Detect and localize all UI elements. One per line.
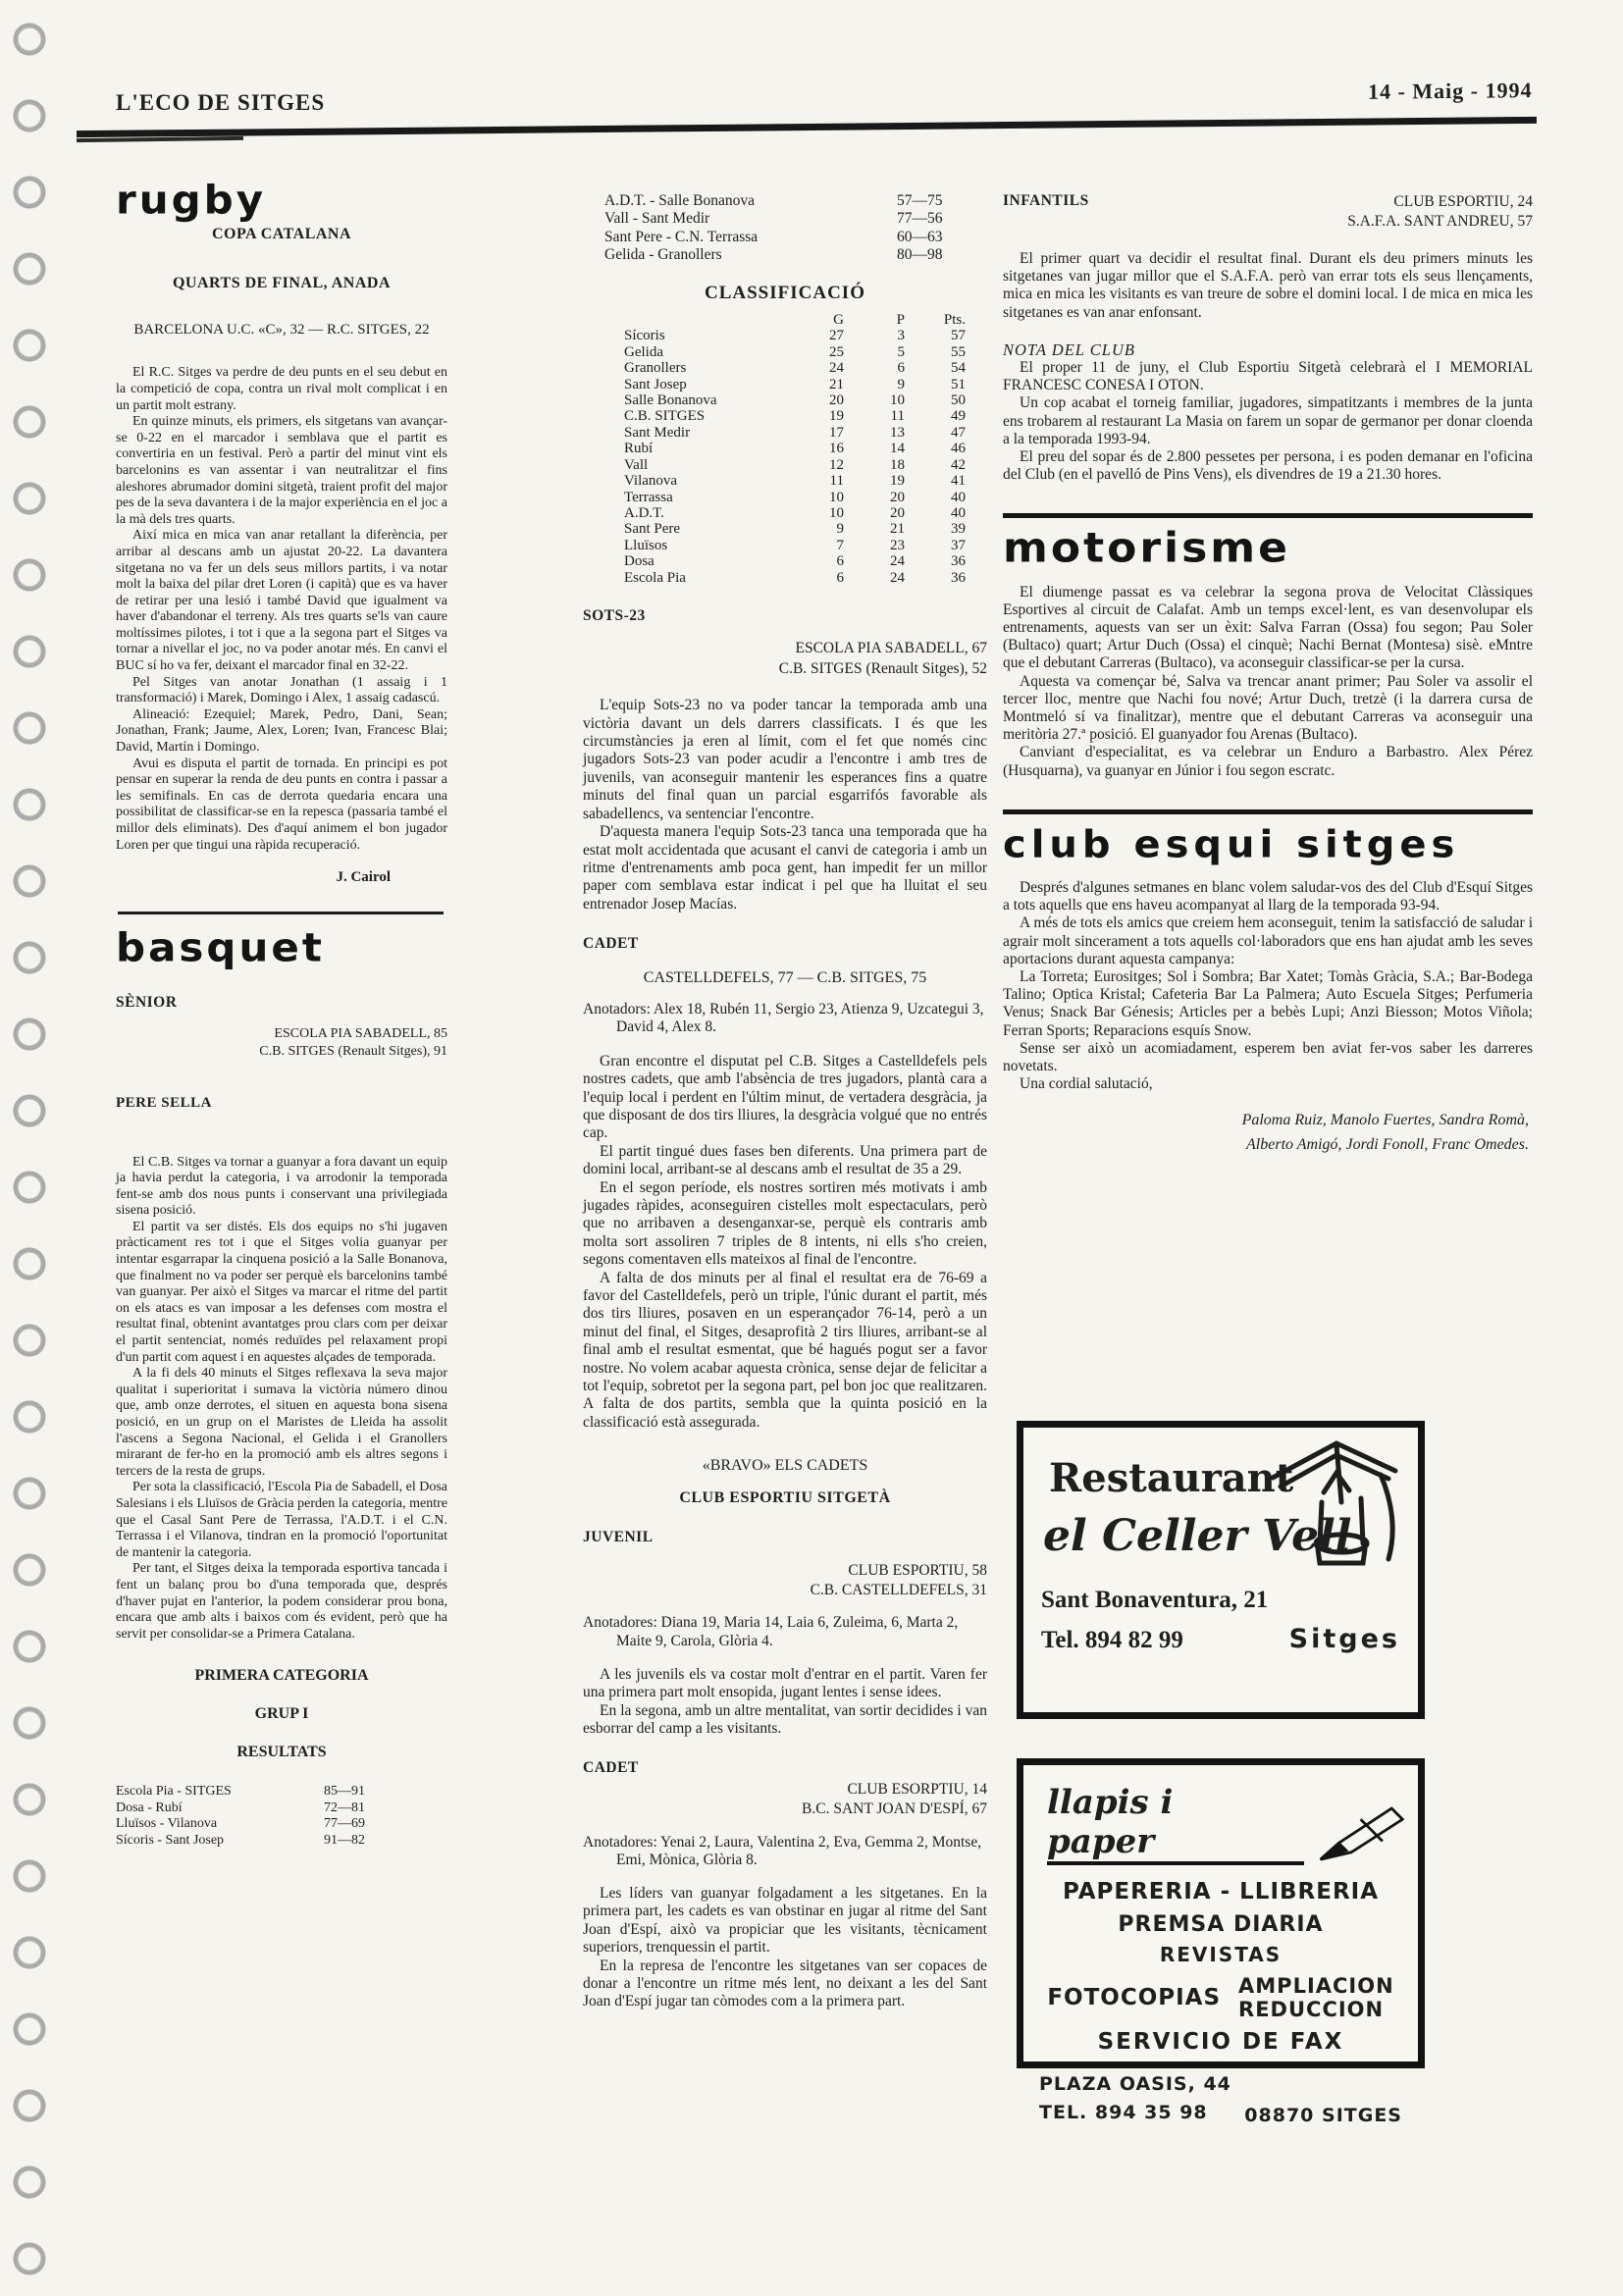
- ad-celler-city: Sitges: [1288, 1624, 1400, 1654]
- basquet-paragraph: Per tant, el Sitges deixa la temporada esportiva tancada i fent un balanç prou bo d'una temporada que, després d'haver pujat en l'anterior, la podem considerar prou bona, encara que amb alts i baixos com és evident, però que ha servit per consolidar-se a Primera Catalana.: [116, 1561, 447, 1642]
- ad-llapis-foto-row: [1023, 1974, 1418, 2021]
- juvenil-score-line1: CLUB ESPORTIU, 58: [848, 1561, 987, 1579]
- rugby-competition: COPA CATALANA: [211, 225, 352, 242]
- col-header-p: P: [896, 312, 905, 329]
- section-divider: [1003, 809, 1533, 814]
- ad-llapis-bottom-row: [1039, 2070, 1402, 2126]
- esqui-paragraph: Sense ser això un acomiadament, esperem ben aviat fer-vos saber les darreres novetats.: [1003, 1039, 1533, 1075]
- classificacio-row: Vilanova 11 19 41: [624, 473, 966, 490]
- basquet-paragraph: El partit va ser distés. Els dos equips no s'hi jugaven pràcticament res tot i que el Sitges volia guanyar per intentar esgarrapar la cinquena posició a la Salle Bonanova, que finalment no va poder ser perquè els barcelonins també van guanyar. Per això el Sitges va marcar el ritme del partit on els atacs es van imposar a les defenses com mostra el resultat final, obtenint avantatges prou clars com per deixar el partit sentenciat, només reduïdes pel relaxament propi d'un partit com aquest i en aquestes alçades de temporada.: [116, 1219, 447, 1365]
- cadet-paragraph: En el segon període, els nostres sortiren més motivats i amb jugades ràpides, aconseguiren cistelles molt espectaculars, però que no arribaven a desenganxar-se, perquè els contraris amb molta sort assoliren 7 triples de 8 intents, ni ells s'ho creien, segons comentaven ells mateixos al final de l'encontre.: [583, 1178, 987, 1269]
- classificacio-header: [624, 312, 987, 328]
- ad-llapis-ampliacion-reduccion: [1238, 1974, 1394, 2021]
- juvenil-score-line2: C.B. CASTELLDEFELS, 31: [810, 1581, 987, 1598]
- classificacio-row: Sícoris 27 3 57: [624, 328, 966, 344]
- sots23-score-line2: C.B. SITGES (Renault Sitges), 52: [778, 659, 987, 677]
- motorisme-paragraph: El diumenge passat es va celebrar la segona prova de Velocitat Clàssiques Esportives al circuit de Calafat. Amb un temps excel·lent, es van desenvolupar els entrenaments, aquests van ser un èxit: Salva Farran (Ossa) fou segon; Pau Soler (Bultaco) quart; Artur Duch (Ossa) el cinquè; Nachi Bernat (Montesa) sisè. eMntre que el debutant Carreras (Bultaco), va aconseguir classificar-se per la cursa.: [1003, 583, 1533, 672]
- senior-score-line1: ESCOLA PIA SABADELL, 85: [274, 1025, 447, 1041]
- esqui-signatures: [1003, 1109, 1533, 1158]
- rugby-paragraph: El R.C. Sitges va perdre de deu punts en el seu debut en la competició de copa, contra un rival molt complicat i en un partit molt estrany.: [116, 365, 447, 413]
- rugby-paragraph: Pel Sitges van anotar Jonathan (1 assaig i 1 transformació) i Marek, Domingo i Alex, 1 assaig cadascú.: [116, 674, 447, 706]
- result-score: 60—63: [897, 228, 943, 245]
- cadet-scoreline: CASTELLDEFELS, 77 — C.B. SITGES, 75: [643, 968, 927, 986]
- cadet2-paragraph: Les líders van guanyar folgadament a les sitgetanes. En la primera part, les cadets es van obstinar en jugar al ritme del Sant Joan d'Espí, això va propiciar que les visitants, tècnicament superiors, trenquessin el partit.: [583, 1884, 987, 1957]
- ad-llapis-line-premsa: PREMSA DIARIA: [1118, 1912, 1324, 1937]
- rugby-paragraph: En quinze minuts, els primers, els sitgetans van avançar-se 0-22 en el marcador i semblava que el partit es convertiria en un festival. Però a partir del minut vint els barcelonins es van assentar i van neutralitzar el fins aleshores abrumador domini sitgetà, traient profit del major pes de la seva davantera i de la major experiència en el joc a la mà dels tres quarts.: [116, 414, 447, 527]
- restaurant-celler-vell-ad: [1017, 1421, 1425, 1719]
- rugby-paragraph: Avui es disputa el partit de tornada. En principi es pot pensar en superar la renda de deu punts en contra i passar a les semifinals. En cas de derrota quedaria encara una possibilitat de classificar-se en la repesca (passaria també el millor dels eliminats). Des d'aquí animem el bon jugador Loren per que tingui una ràpida recuperació.: [116, 756, 447, 853]
- esqui-signature-line2: Alberto Amigó, Jordi Fonoll, Franc Omedes.: [1246, 1136, 1529, 1154]
- ad-restaurant-word: Restaurant: [1049, 1455, 1294, 1501]
- classificacio-row: Granollers 24 6 54: [624, 360, 966, 377]
- ad-llapis-ampliacion: AMPLIACION: [1238, 1974, 1394, 1998]
- esqui-sponsors: La Torreta; Eurositges; Sol i Sombra; Bar Xatet; Tomàs Gràcia, S.A.; Bar-Bodega Talino; Optica Kristal; Cafeteria Bar La Palmera; Auto Escuela Sitges; Perfumeria Venus; Snack Bar Génesis; Articles per a bebès Lupi; Anzi Biesson; Motos Viñola; Ferran Sports; Reparacions esquís Snow.: [1003, 968, 1533, 1039]
- primera-categoria-title: PRIMERA CATEGORIA: [194, 1667, 369, 1685]
- basquet-author: PERE SELLA: [116, 1094, 212, 1111]
- rugby-scoreline: BARCELONA U.C. «C», 32 — R.C. SITGES, 22: [133, 321, 430, 338]
- basquet-paragraph: Per sota la classificació, l'Escola Pia de Sabadell, el Dosa Salesians i els Lluïsos de Gràcia perden la categoria, mentre que el Casal Sant Pere de Terrassa, l'A.D.T. i el C.N. Terrassa i el Vilanova, tindran en la promoció l'oportunitat de mantenir la categoria.: [116, 1480, 447, 1560]
- nota-paragraph: El proper 11 de juny, el Club Esportiu Sitgetà celebrarà el I MEMORIAL FRANCESC CONESA I OTON.: [1003, 358, 1533, 394]
- classificacio-row: Salle Bonanova 20 10 50: [624, 392, 966, 409]
- juvenil-anotadores: Anotadores: Diana 19, Maria 14, Laia 6, Zuleima, 6, Marta 2, Maite 9, Carola, Glòria 4.: [583, 1614, 959, 1649]
- result-match: Sícoris - Sant Josep: [116, 1832, 225, 1848]
- result-score: 77—69: [324, 1816, 365, 1832]
- juvenil-paragraph: En la segona, amb un altre mentalitat, van sortir decidides i van esborrar del camp a les visitants.: [583, 1701, 987, 1737]
- ad-llapis-phone: TEL. 894 35 98: [1039, 2101, 1208, 2123]
- result-row: [116, 1833, 447, 1850]
- result-row: [116, 1784, 447, 1800]
- ad-llapis-city: 08870 SITGES: [1244, 2105, 1402, 2127]
- infantils-label: INFANTILS: [1003, 192, 1089, 209]
- basquet-paragraph: El C.B. Sitges va tornar a guanyar a fora davant un equip ja havia perdut la categoria, i va arrodonir la temporada fent-se amb dos nous punts i conservant una privilegiada sisena posició.: [116, 1154, 447, 1219]
- nota-del-club-label: NOTA DEL CLUB: [1003, 339, 1135, 359]
- classificacio-row: C.B. SITGES 19 11 49: [624, 408, 966, 425]
- cadet-paragraph: A falta de dos minuts per al final el resultat era de 76-69 a favor del Castelldefels, però un triple, l'únic durant el partit, més dos tirs lliures, posaven en un esperançador 76-14, però a un minut del final, el Sitges, desaprofità 2 tirs lliures, arribant-se al final amb el resultat esmentat, que bé hagués pogut ser a favor nostre. No volem acabar aquesta crònica, sense dejar de felicitar a tot l'equip, sobretot per la segona part, pel bon joc que realitzaren. A falta de dos partits, sembla que la quinta posició en la classificació està assegurada.: [583, 1269, 987, 1431]
- basquet-paragraph: A la fi dels 40 minuts el Sitges reflexava la seva major qualitat i superioritat i sumava la victòria número dinou que, amb onze derrotes, el situen en aquesta bona sisena posició, en un grup on el Maristes de Lleida ha assolit l'ascens a Segona Nacional, el Gelida i el Granollers mirarant de fer-ho en la promoció amb els altres segons i tercers de la resta de grups.: [116, 1366, 447, 1479]
- result-row: [116, 1800, 447, 1817]
- sots23-score: [583, 639, 987, 679]
- result-match: A.D.T. - Salle Bonanova: [604, 192, 755, 209]
- cadet2-score-line1: CLUB ESORPTIU, 14: [847, 1780, 987, 1798]
- result-row: [604, 246, 987, 264]
- rugby-paragraph: Alineació: Ezequiel; Marek, Pedro, Dani, Sean; Jonathan, Frank; Jaume, Alex, Loren; Ivan, Francesc Blai; David, Martín i Domingo.: [116, 706, 447, 756]
- esqui-paragraph: Després d'algunes setmanes en blanc volem saludar-vos des del Club d'Esquí Sitges a tots aquells que ens haveu acompanyat al llarg de la temporada 93-94.: [1003, 878, 1533, 914]
- cadet-anotadors: Anotadors: Alex 18, Rubén 11, Sergio 23, Atienza 9, Uzcategui 3, David 4, Alex 8.: [583, 1000, 984, 1036]
- llapis-i-paper-ad: [1017, 1758, 1425, 2127]
- result-row: [116, 1816, 447, 1833]
- result-match: Gelida - Granollers: [604, 246, 722, 264]
- infantils-score-line2: S.A.F.A. SANT ANDREU, 57: [1347, 213, 1533, 231]
- result-match: Dosa - Rubí: [116, 1800, 183, 1815]
- cadet2-anotadores: Anotadores: Yenai 2, Laura, Valentina 2, Eva, Gemma 2, Montse, Emi, Mònica, Glòria 8.: [583, 1833, 982, 1869]
- col-header-pts: Pts.: [943, 312, 966, 329]
- classificacio-row: Escola Pia 6 24 36: [624, 569, 966, 586]
- cadet-paragraph: El partit tingué dues fases ben diferents. Una primera part de domini local, arribant-se al descans amb el resultat de 35 a 29.: [583, 1142, 987, 1178]
- sots23-paragraph: D'aquesta manera l'equip Sots-23 tanca una temporada que ha estat molt accidentada que acusant el canvi de categoria i amb un ritme d'entrenaments amb poca gent, han impedit fer un millor paper com semblava estar indicat i pel que ha lluitat el seu entrenador Josep Macías.: [583, 823, 987, 913]
- basquet-section-title: basquet: [116, 923, 325, 970]
- classificacio-row: Gelida 25 5 55: [624, 343, 966, 360]
- rugby-section-title: rugby: [116, 177, 267, 224]
- sots23-score-line1: ESCOLA PIA SABADELL, 67: [795, 640, 987, 657]
- ad-llapis-address: PLAZA OASIS, 44: [1039, 2073, 1231, 2096]
- result-score: 77—56: [897, 210, 943, 228]
- esqui-section-title: club esqui sitges: [1003, 822, 1460, 866]
- ad-celler-phone: Tel. 894 82 99: [1041, 1627, 1183, 1653]
- ad-llapis-address-phone: [1039, 2070, 1231, 2126]
- cadet2-score-line2: B.C. SANT JOAN D'ESPÍ, 67: [802, 1800, 987, 1818]
- classificacio-row: Sant Josep 21 9 51: [624, 376, 966, 392]
- grup-title: GRUP I: [254, 1704, 309, 1722]
- classificacio-row: Lluïsos 7 23 37: [624, 537, 966, 553]
- infantils-score: [1347, 192, 1533, 233]
- classificacio-table: [583, 312, 987, 586]
- senior-label: SÈNIOR: [116, 994, 178, 1012]
- rugby-round: QUARTS DE FINAL, ANADA: [172, 275, 391, 292]
- ad-llapis-fax: SERVICIO DE FAX: [1097, 2029, 1344, 2056]
- resultats-title: RESULTATS: [236, 1743, 327, 1760]
- result-row: [604, 229, 987, 246]
- masthead-rule: [77, 117, 1537, 137]
- column-right: [1003, 192, 1533, 1158]
- esqui-paragraph: Una cordial salutació,: [1020, 1075, 1153, 1093]
- section-divider: [118, 912, 444, 914]
- cadet-label: CADET: [583, 935, 639, 953]
- juvenil-label: JUVENIL: [583, 1529, 654, 1546]
- pencil-icon: [1304, 1804, 1404, 1865]
- well-illustration: [1263, 1434, 1410, 1591]
- sots23-paragraph: L'equip Sots-23 no va poder tancar la temporada amb una victòria davant un dels darrers classificats. I és que les circumstàncies ja eren al límit, com el fet que només cinc jugadors Sots-23 van poder acudir a l'encontre i amb tres de juvenils, van aconseguir mantenir les esperances fins a quatre minuts del final quan un parcial esgarrifós favorable als sabadellencs, va sentenciar l'encontre.: [583, 697, 987, 822]
- bravo-line: «BRAVO» ELS CADETS: [702, 1457, 868, 1475]
- nota-paragraph: Un cop acabat el torneig familiar, jugadores, simpatitzants i membres de la junta ens trobarem al restaurant La Masia on farem un sopar de germanor per donar cloenda a la temporada 1993-94.: [1003, 394, 1533, 447]
- result-match: Escola Pia - SITGES: [116, 1784, 232, 1800]
- cadet2-paragraph: En la represa de l'encontre les sitgetanes van ser copaces de donar a l'encontre un ritme més lent, no deixant a les del Sant Joan d'Espí jugar tan còmodes com a la primera part.: [583, 1957, 987, 2010]
- classificacio-row: Sant Pere 9 21 39: [624, 521, 966, 538]
- column-middle: [583, 192, 987, 2011]
- senior-score: [116, 1025, 447, 1062]
- resultats-list: [116, 1784, 447, 1849]
- nota-paragraph: El preu del sopar és de 2.800 pessetes per persona, i es poden demanar en l'oficina del Club (en el pavelló de Pins Vens), els divendres de 19 a 21.30 hores.: [1003, 447, 1533, 484]
- result-match: Sant Pere - C.N. Terrassa: [604, 228, 759, 245]
- result-row: [604, 192, 987, 210]
- result-score: 72—81: [324, 1800, 365, 1815]
- masthead: L'ECO DE SITGES: [116, 90, 326, 115]
- rugby-paragraph: Així mica en mica van anar retallant la diferència, per arribar al descans amb un ajustat 20-22. La davantera sitgetana no va fer un dels seus millors partits, i va notar molt la baixa del pilar dret Loren (i capità) que es va haver de retirar per una lesió i també David que igualment va haver d'abandonar el terreny. Als tres quarts se'ls van caure moltíssimes pilotes, i tot i que a la segona part el Sitges va tornar a nivellar el joc, no va poder anotar més. En canvi el BUC sí ho va fer, deixant el marcador final en 32-22.: [116, 528, 447, 674]
- result-match: Lluïsos - Vilanova: [116, 1816, 218, 1832]
- col-header-g: G: [833, 312, 844, 329]
- page-date: 14 - Maig - 1994: [1368, 78, 1534, 104]
- section-divider: [1003, 513, 1533, 518]
- juvenil-score: [583, 1561, 987, 1601]
- motorisme-section-title: motorisme: [1003, 524, 1290, 573]
- esqui-signature-line1: Paloma Ruiz, Manolo Fuertes, Sandra Romà,: [1241, 1112, 1529, 1129]
- classificacio-row: A.D.T. 10 20 40: [624, 504, 966, 521]
- infantils-header: [1003, 192, 1533, 233]
- result-row: [604, 210, 987, 228]
- ad-llapis-line-revistas: REVISTAS: [1159, 1943, 1283, 1966]
- classificacio-row: Sant Medir 17 13 47: [624, 424, 966, 441]
- cadet-paragraph: Gran encontre el disputat pel C.B. Sitges a Castelldefels pels nostres cadets, que amb l'absència de tres jugadors, plantà cara a l'equip local i perdent en l'últim minut, de vertadera desgràcia, ja que disposant de dos tirs lliures, la desgràcia volgué que no entrés cap.: [583, 1052, 987, 1142]
- rugby-author-signature: J. Cairol: [336, 869, 391, 886]
- classificacio-row: Dosa 6 24 36: [624, 553, 966, 570]
- result-score: 91—82: [324, 1832, 365, 1848]
- ad-llapis-fotocopias: FOTOCOPIAS: [1047, 1985, 1222, 2011]
- ad-celler-address: Sant Bonaventura, 21: [1041, 1587, 1269, 1613]
- esqui-paragraph: A més de tots els amics que creiem hem aconseguit, tenim la satisfacció de saludar i agrair molt sincerament a tots aquells col·laboradors que ens han ajudat amb les seves aportacions durant aquesta campanya:: [1003, 914, 1533, 967]
- classificacio-row: Rubí 16 14 46: [624, 441, 966, 457]
- motorisme-paragraph: Canviant d'especialitat, es va celebrar un Enduro a Barbastro. Alex Pérez (Husquarna), va guanyar en Júnior i fou segon escratc.: [1003, 744, 1533, 779]
- result-match: Vall - Sant Medir: [604, 210, 710, 228]
- motorisme-paragraph: Aquesta va començar bé, Salva va trencar anant primer; Pau Soler va assolir el tercer lloc, mentre que Nachi fou nové; Artur Duch, tretzè (i la darrera cursa de Montmeló sí va finalitzar), mentre que el debutant Carreras va aconseguir una meritòria 27.ª posició. El guanyador fou Arenas (Bultaco).: [1003, 672, 1533, 744]
- column-left: [116, 177, 447, 1849]
- classificacio-row: Vall 12 18 42: [624, 456, 966, 473]
- juvenil-paragraph: A les juvenils els va costar molt d'entrar en el partit. Varen fer una primera part molt ensopida, jugant lentes i sense idees.: [583, 1665, 987, 1701]
- result-score: 57—75: [897, 192, 943, 209]
- infantils-paragraph: El primer quart va decidir el resultat final. Durant els deu primers minuts les sitgetanes van jugar millor que el S.A.F.A. però van errar tots els seus llençaments, mica en mica les visitants es van treure de sobre el domini local. I de mica en mica les sitgetanes es van anar enfonsant.: [1003, 249, 1533, 321]
- ad-llapis-reduccion: REDUCCION: [1238, 1998, 1385, 2022]
- club-esportiu-line: CLUB ESPORTIU SITGETÀ: [679, 1488, 891, 1506]
- cadet2-label: CADET: [583, 1759, 639, 1777]
- jornada-results: [583, 192, 987, 265]
- ad-celler-bottom-row: [1041, 1624, 1400, 1654]
- sots23-label: SOTS-23: [583, 606, 646, 624]
- result-score: 85—91: [324, 1784, 365, 1800]
- ad-llapis-header: [1047, 1783, 1404, 1865]
- classificacio-title: CLASSIFICACIÓ: [705, 282, 865, 303]
- spiral-binding-holes: [0, 0, 63, 2296]
- cadet2-score: [583, 1780, 987, 1820]
- infantils-score-line1: CLUB ESPORTIU, 24: [1393, 193, 1533, 210]
- ad-llapis-script-word: llapis i paper: [1047, 1783, 1304, 1865]
- ad-llapis-line-papereria: PAPERERIA - LLIBRERIA: [1062, 1879, 1380, 1905]
- result-score: 80—98: [897, 246, 943, 264]
- ad-celler-vell-word: el Celler Vell: [1043, 1511, 1352, 1561]
- senior-score-line2: C.B. SITGES (Renault Sitges), 91: [259, 1044, 447, 1060]
- classificacio-row: Terrassa 10 20 40: [624, 489, 966, 505]
